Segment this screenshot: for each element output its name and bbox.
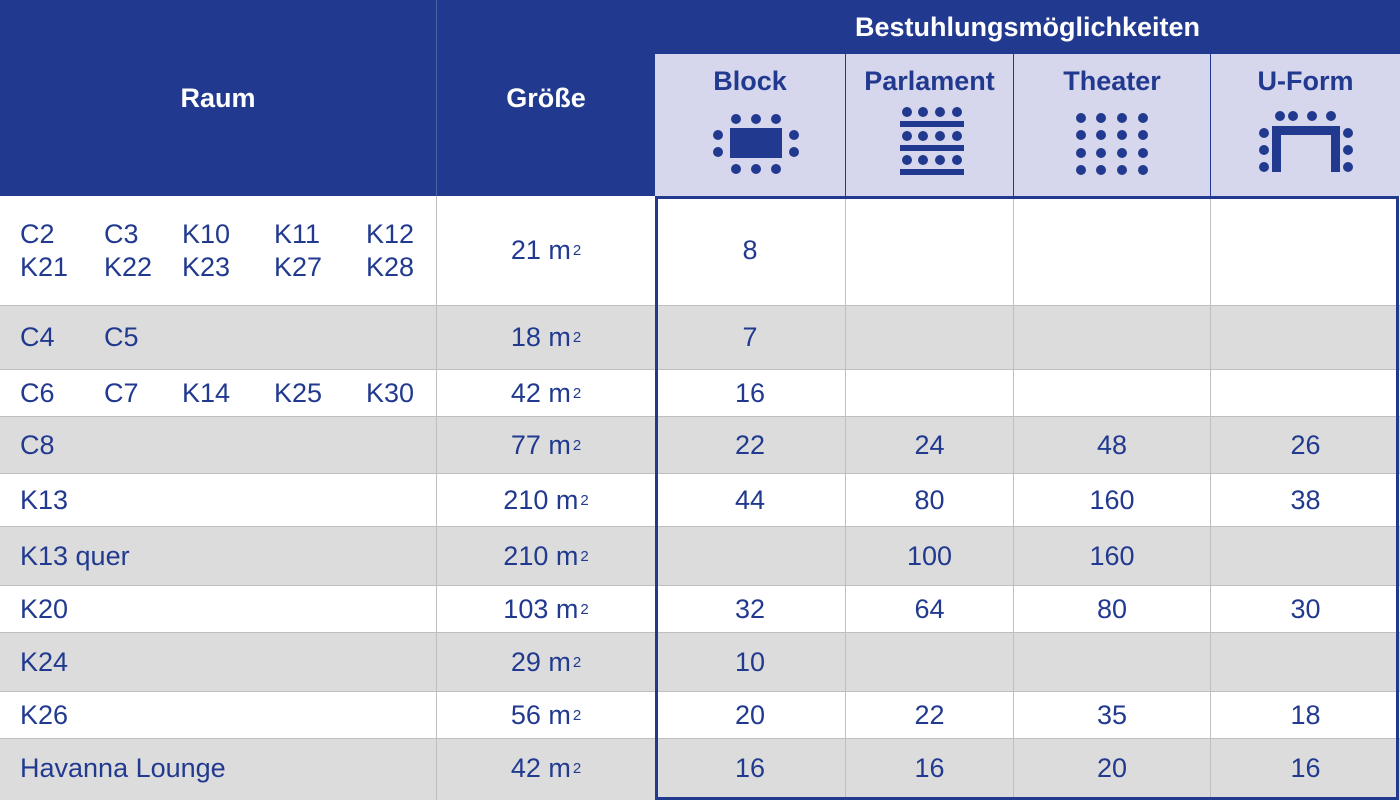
room-size: [437, 633, 655, 691]
parlament-value: 100: [906, 540, 953, 571]
parlament-value: [846, 196, 1013, 305]
parlament-value: [846, 633, 1013, 691]
unit-superscript: 2: [572, 436, 582, 454]
theater-value: 160: [1089, 484, 1135, 515]
room-name: C8: [20, 429, 55, 460]
room-size-value: 29 m: [510, 646, 571, 677]
uform-value: 26: [1290, 429, 1321, 460]
parlament-value: [846, 370, 1013, 416]
header-bestuhlung: Bestuhlungsmöglichkeiten: [854, 11, 1201, 42]
room-name: K26: [20, 699, 69, 730]
parlament-seating-icon: [900, 106, 964, 182]
uform-value: 18: [1290, 699, 1321, 730]
room-name: K28: [366, 251, 415, 282]
block-value: 22: [734, 429, 766, 460]
room-name: C4: [20, 322, 55, 352]
block-value: 8: [742, 235, 758, 265]
block-value: 44: [734, 484, 766, 515]
room-name: C3: [104, 218, 139, 249]
uform-value: 38: [1290, 484, 1321, 515]
theater-value: [1014, 370, 1210, 416]
room-name: K25: [274, 377, 323, 408]
theater-value: 80: [1096, 593, 1128, 624]
block-value: 16: [734, 752, 766, 783]
theater-value: 160: [1089, 540, 1135, 571]
room-name: K22: [104, 251, 153, 282]
room-size: [437, 692, 655, 738]
uform-value: [1211, 306, 1400, 369]
room-size-value: 77 m: [510, 429, 571, 460]
parlament-value: 16: [914, 752, 945, 783]
unit-superscript: 2: [580, 491, 589, 509]
room-size: [437, 586, 655, 632]
unit-superscript: 2: [572, 759, 582, 777]
room-name: K12: [366, 218, 415, 249]
room-names: [0, 306, 436, 369]
room-size: [437, 417, 655, 473]
room-size: [437, 527, 655, 585]
room-names: [20, 474, 436, 526]
room-name: K10: [182, 218, 231, 249]
subheader-theater-label: Theater: [1063, 66, 1161, 96]
unit-superscript: 2: [580, 600, 589, 618]
theater-seating-icon: [1075, 112, 1149, 176]
subheader-parlament-label: Parlament: [864, 66, 995, 96]
uform-value: [1211, 633, 1400, 691]
room-size-value: 42 m: [510, 377, 571, 408]
u-form-seating-icon: [1259, 110, 1353, 176]
parlament-value: 80: [914, 484, 945, 515]
uform-value: [1211, 370, 1400, 416]
room-name: K27: [274, 251, 323, 282]
theater-value: 20: [1096, 752, 1128, 783]
parlament-value: 24: [914, 429, 945, 460]
room-name: Havanna Lounge: [20, 752, 226, 783]
room-size-value: 56 m: [510, 699, 571, 730]
theater-value: 48: [1096, 429, 1128, 460]
subheader-parlament: [846, 54, 1013, 196]
unit-superscript: 2: [572, 706, 582, 724]
block-value: 32: [734, 593, 766, 624]
parlament-value: 22: [914, 699, 945, 730]
room-name: K11: [274, 218, 321, 249]
room-names: [20, 586, 436, 632]
theater-value: [1014, 306, 1210, 369]
block-value: 7: [742, 322, 758, 352]
subheader-block: [655, 54, 845, 196]
room-name: K20: [20, 593, 69, 624]
room-name: C7: [104, 377, 139, 408]
room-name: K21: [20, 251, 69, 282]
parlament-value: 64: [914, 593, 945, 624]
unit-superscript: 2: [572, 384, 582, 402]
header-groesse: Größe: [506, 82, 586, 113]
uform-value: 16: [1290, 752, 1321, 783]
room-name: C2: [20, 218, 55, 249]
unit-superscript: 2: [572, 653, 582, 671]
room-name: C5: [104, 322, 139, 352]
room-size: [437, 739, 655, 797]
room-name: K23: [182, 251, 231, 282]
room-names: [0, 196, 436, 305]
room-size-value: 210 m: [503, 484, 579, 515]
theater-value: [1014, 196, 1210, 305]
room-name: K13: [20, 484, 69, 515]
room-size-value: 210 m: [503, 540, 579, 571]
subheader-uform-label: U-Form: [1257, 66, 1354, 96]
theater-value: 35: [1096, 699, 1128, 730]
uform-value: [1211, 196, 1400, 305]
header-raum: Raum: [180, 82, 256, 113]
room-size-value: 21 m: [510, 235, 571, 265]
room-name: K24: [20, 646, 69, 677]
room-size-value: 18 m: [510, 322, 571, 352]
uform-value: [1211, 527, 1400, 585]
room-size-value: 103 m: [503, 593, 579, 624]
room-size: [437, 474, 655, 526]
block-seating-icon: [713, 114, 799, 176]
room-names: [0, 370, 436, 416]
block-value: 20: [734, 699, 766, 730]
theater-value: [1014, 633, 1210, 691]
room-names: [20, 739, 436, 797]
room-size: [437, 196, 655, 305]
subheader-theater: [1014, 54, 1210, 196]
room-names: [20, 527, 436, 585]
room-size: [437, 306, 655, 369]
block-value: [655, 527, 845, 585]
room-name: C6: [20, 377, 55, 408]
unit-superscript: 2: [572, 242, 582, 259]
room-names: [20, 417, 436, 473]
room-name: K14: [182, 377, 231, 408]
subheader-uform: [1211, 54, 1400, 196]
subheader-block-label: Block: [713, 66, 787, 96]
room-names: [20, 633, 436, 691]
unit-superscript: 2: [580, 547, 589, 565]
room-name: K30: [366, 377, 415, 408]
room-names: [20, 692, 436, 738]
block-value: 10: [734, 646, 766, 677]
room-size-value: 42 m: [510, 752, 571, 783]
block-value: 16: [734, 377, 766, 408]
uform-value: 30: [1290, 593, 1321, 624]
room-name: K13 quer: [20, 540, 130, 571]
unit-superscript: 2: [572, 329, 582, 346]
parlament-value: [846, 306, 1013, 369]
room-size: [437, 370, 655, 416]
